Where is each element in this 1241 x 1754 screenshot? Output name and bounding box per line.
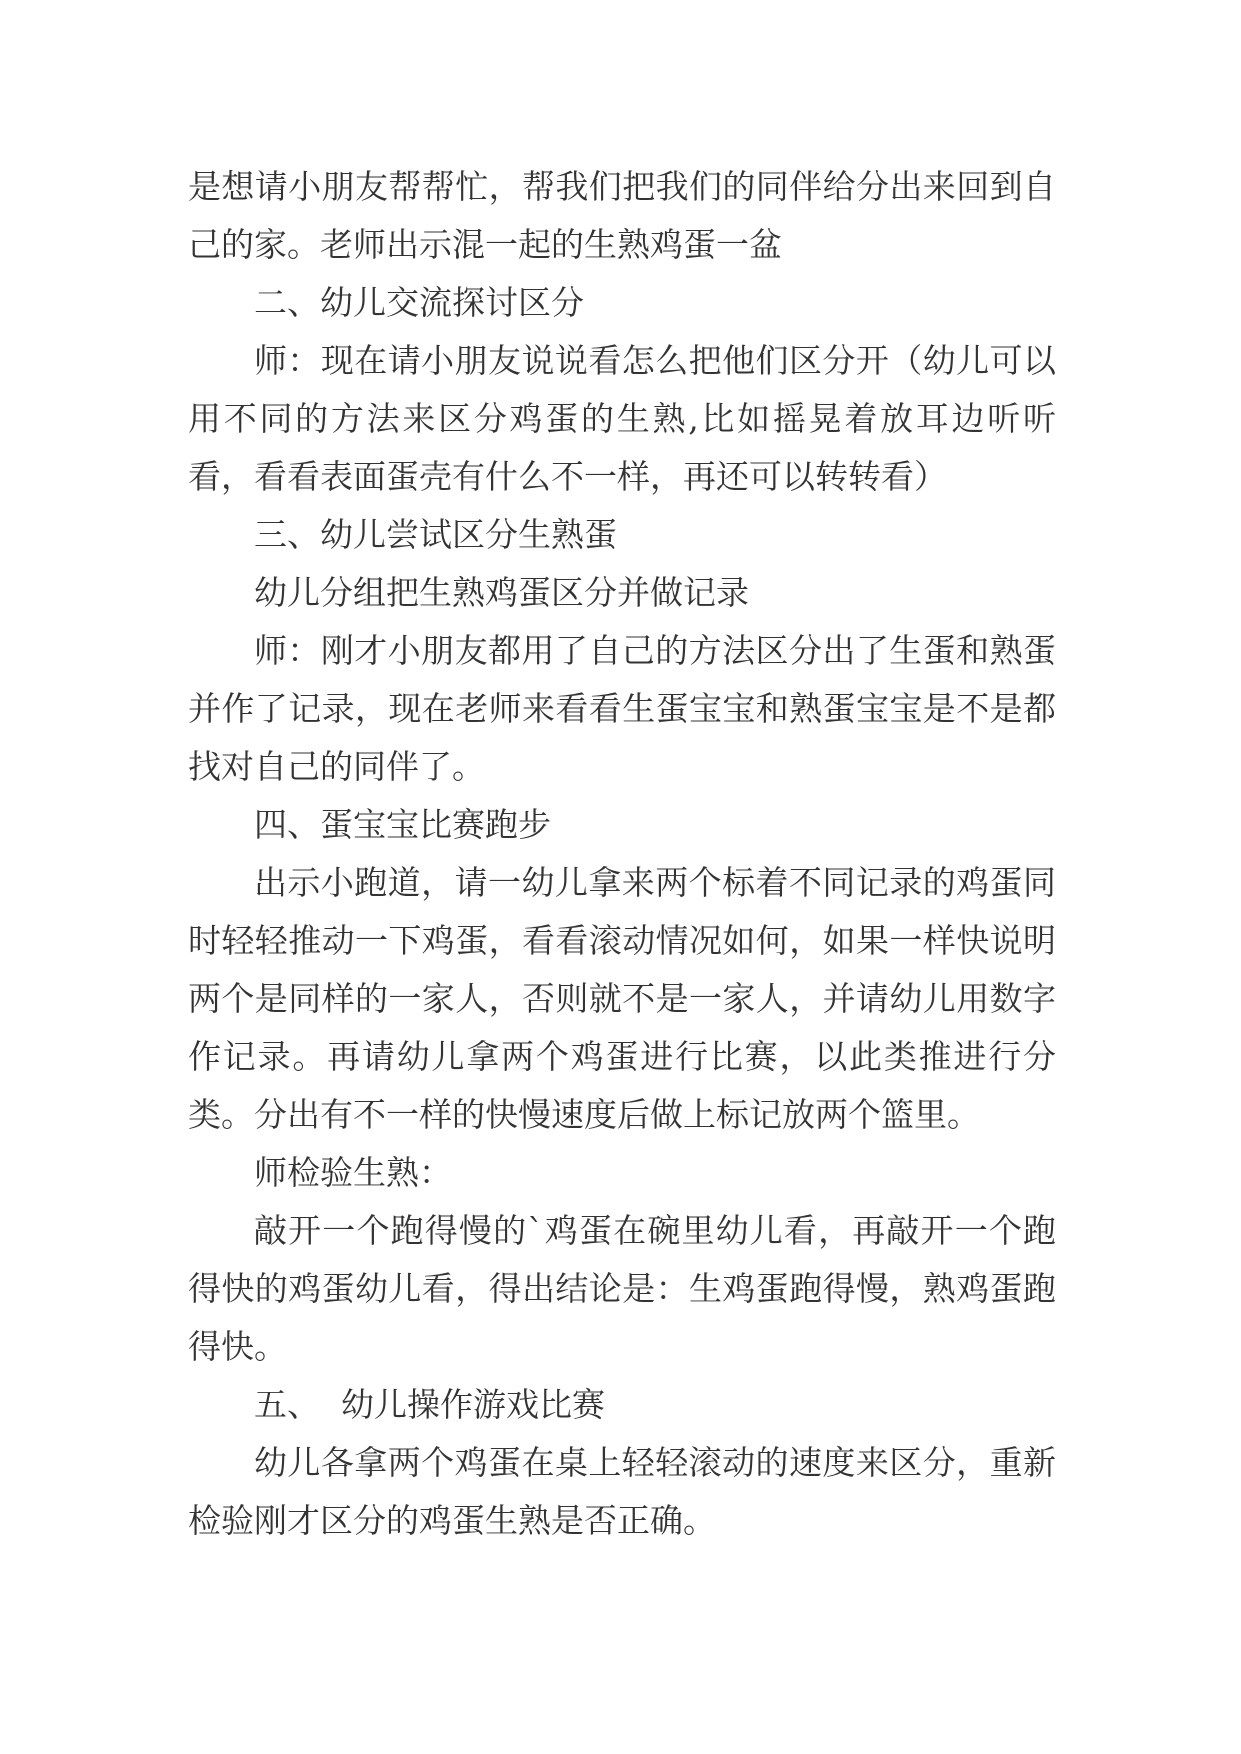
paragraph-9: 师检验生熟： [254,1153,452,1192]
section-heading-4: 四、蛋宝宝比赛跑步 [254,805,551,844]
document-body [188,158,1056,1550]
paragraph-3: 师：现在请小朋友说说看怎么把他们区分开（幼儿可以用不同的方法来区分鸡蛋的生熟,比如摇晃着放耳边听听看，看看表面蛋壳有什么不一样，再还可以转转看） [188,341,1056,496]
paragraph-5: 幼儿分组把生熟鸡蛋区分并做记录 [254,573,749,612]
paragraph-10: 敲开一个跑得慢的`鸡蛋在碗里幼儿看，再敲开一个跑得快的鸡蛋幼儿看，得出结论是：生鸡蛋跑得慢，熟鸡蛋跑得快。 [188,1211,1056,1366]
paragraph-8: 出示小跑道，请一幼儿拿来两个标着不同记录的鸡蛋同时轻轻推动一下鸡蛋，看看滚动情况如何，如果一样快说明两个是同样的一家人，否则就不是一家人，并请幼儿用数字作记录。再请幼儿拿两个鸡蛋进行比赛，以此类推进行分类。分出有不一样的快慢速度后做上标记放两个篮里。 [188,863,1056,1134]
paragraph-12: 幼儿各拿两个鸡蛋在桌上轻轻滚动的速度来区分，重新检验刚才区分的鸡蛋生熟是否正确。 [188,1443,1056,1540]
section-heading-3: 三、幼儿尝试区分生熟蛋 [254,515,617,554]
section-heading-5: 五、 幼儿操作游戏比赛 [254,1385,605,1424]
paragraph-1: 是想请小朋友帮帮忙，帮我们把我们的同伴给分出来回到自己的家。老师出示混一起的生熟鸡蛋一盆 [188,167,1056,264]
section-heading-2: 二、幼儿交流探讨区分 [254,283,584,322]
paragraph-6: 师：刚才小朋友都用了自己的方法区分出了生蛋和熟蛋并作了记录，现在老师来看看生蛋宝宝和熟蛋宝宝是不是都找对自己的同伴了。 [188,631,1056,786]
